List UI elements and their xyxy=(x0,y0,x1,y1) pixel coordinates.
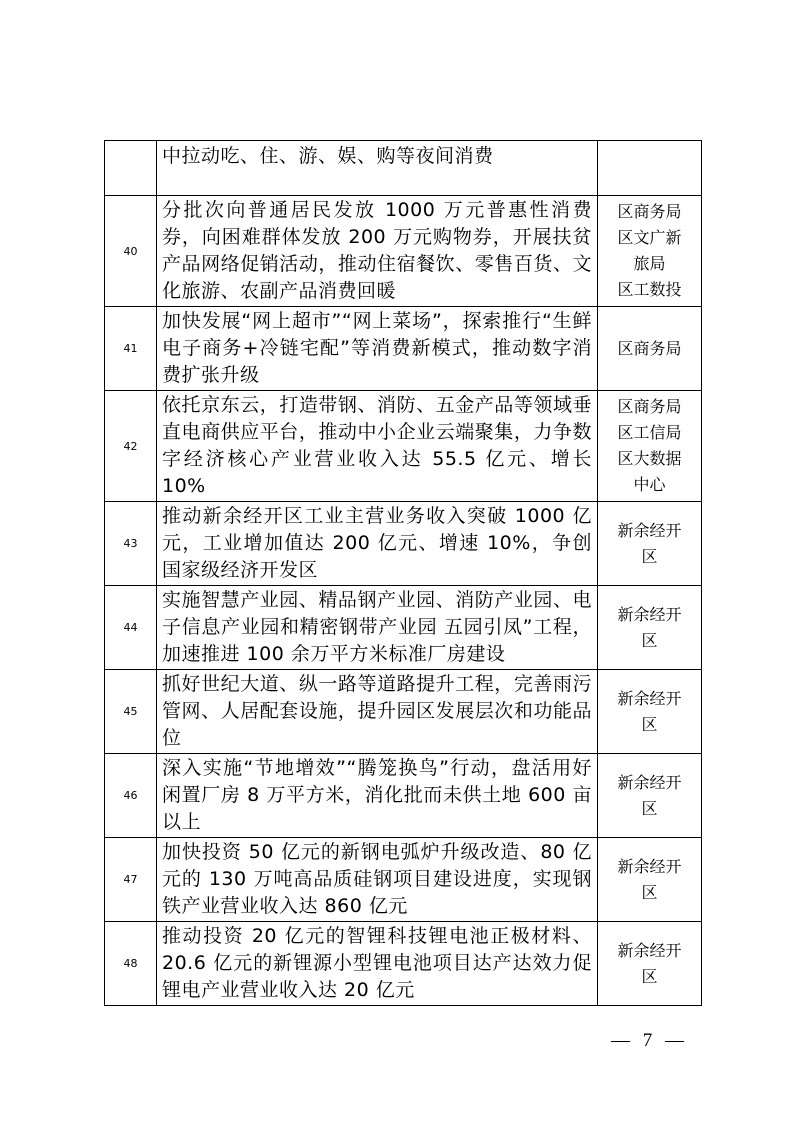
unit-line: 区 xyxy=(641,966,658,986)
table-row xyxy=(105,307,702,391)
row-number: 45 xyxy=(105,670,157,754)
table-row xyxy=(105,141,702,196)
table-row xyxy=(105,670,702,754)
row-number: 48 xyxy=(105,922,157,1006)
task-text: 依托京东云，打造带钢、消防、五金产品等领域垂直电商供应平台，推动中小企业云端聚集，力争数字经济核心产业营业收入达 55.5 亿元、增长 10% xyxy=(157,391,598,502)
task-table xyxy=(104,140,702,1006)
unit-line: 区 xyxy=(641,882,658,902)
task-text: 加快发展“网上超市”“网上菜场”，探索推行“生鲜电子商务+冷链宅配”等消费新模式，推动数字消费扩张升级 xyxy=(157,307,598,391)
unit-line: 区商务局 xyxy=(617,397,682,416)
row-number: 46 xyxy=(105,754,157,838)
unit-line: 新余经开 xyxy=(617,772,682,792)
table-row xyxy=(105,391,702,502)
row-number: 41 xyxy=(105,307,157,391)
task-text: 中拉动吃、住、游、娱、购等夜间消费 xyxy=(157,141,598,196)
table-row xyxy=(105,838,702,922)
responsible-unit xyxy=(598,141,702,196)
unit-line: 区大数据 xyxy=(617,449,682,468)
row-number: 47 xyxy=(105,838,157,922)
row-number: 40 xyxy=(105,196,157,307)
responsible-unit xyxy=(598,196,702,307)
unit-line: 旅局 xyxy=(633,254,666,273)
row-number xyxy=(105,141,157,196)
responsible-unit xyxy=(598,838,702,922)
task-text: 推动新余经开区工业主营业务收入突破 1000 亿元，工业增加值达 200 亿元、增速 10%，争创国家级经济开发区 xyxy=(157,502,598,586)
unit-line: 区商务局 xyxy=(617,202,682,221)
unit-line: 新余经开 xyxy=(617,940,682,960)
unit-line: 区 xyxy=(641,630,658,650)
unit-line: 新余经开 xyxy=(617,688,682,708)
task-text: 实施智慧产业园、精品钢产业园、消防产业园、电子信息产业园和精密钢带产业园 五园引凤”工程，加速推进 100 余万平方米标准厂房建设 xyxy=(157,586,598,670)
unit-line: 区 xyxy=(641,798,658,818)
row-number: 44 xyxy=(105,586,157,670)
responsible-unit xyxy=(598,754,702,838)
unit-line: 区 xyxy=(641,714,658,734)
task-text: 分批次向普通居民发放 1000 万元普惠性消费券，向困难群体发放 200 万元购物券，开展扶贫产品网络促销活动，推动住宿餐饮、零售百货、文化旅游、农副产品消费回暖 xyxy=(157,196,598,307)
table-row xyxy=(105,754,702,838)
responsible-unit xyxy=(598,670,702,754)
task-text: 抓好世纪大道、纵一路等道路提升工程，完善雨污管网、人居配套设施，提升园区发展层次和功能品位 xyxy=(157,670,598,754)
page-number: — 7 — xyxy=(611,1030,688,1051)
responsible-unit xyxy=(598,586,702,670)
unit-line: 区工信局 xyxy=(617,423,682,442)
unit-line: 区 xyxy=(641,546,658,566)
task-text: 深入实施“节地增效”“腾笼换鸟”行动，盘活用好闲置厂房 8 万平方米，消化批而未供土地 600 亩以上 xyxy=(157,754,598,838)
responsible-unit xyxy=(598,391,702,502)
unit-line: 新余经开 xyxy=(617,856,682,876)
unit-line: 区工数投 xyxy=(617,280,682,299)
table-row xyxy=(105,922,702,1006)
task-text: 加快投资 50 亿元的新钢电弧炉升级改造、80 亿元的 130 万吨高品质硅钢项目建设进度，实现钢铁产业营业收入达 860 亿元 xyxy=(157,838,598,922)
responsible-unit xyxy=(598,922,702,1006)
unit-line: 区文广新 xyxy=(617,228,682,247)
unit-line: 中心 xyxy=(633,475,666,494)
row-number: 42 xyxy=(105,391,157,502)
responsible-unit xyxy=(598,502,702,586)
unit-line: 新余经开 xyxy=(617,520,682,540)
responsible-unit xyxy=(598,307,702,391)
unit-line: 区商务局 xyxy=(617,338,682,358)
row-number: 43 xyxy=(105,502,157,586)
table-row xyxy=(105,502,702,586)
unit-line: 新余经开 xyxy=(617,604,682,624)
table-row xyxy=(105,586,702,670)
task-text: 推动投资 20 亿元的智锂科技锂电池正极材料、20.6 亿元的新锂源小型锂电池项目达产达效力促锂电产业营业收入达 20 亿元 xyxy=(157,922,598,1006)
table-row xyxy=(105,196,702,307)
